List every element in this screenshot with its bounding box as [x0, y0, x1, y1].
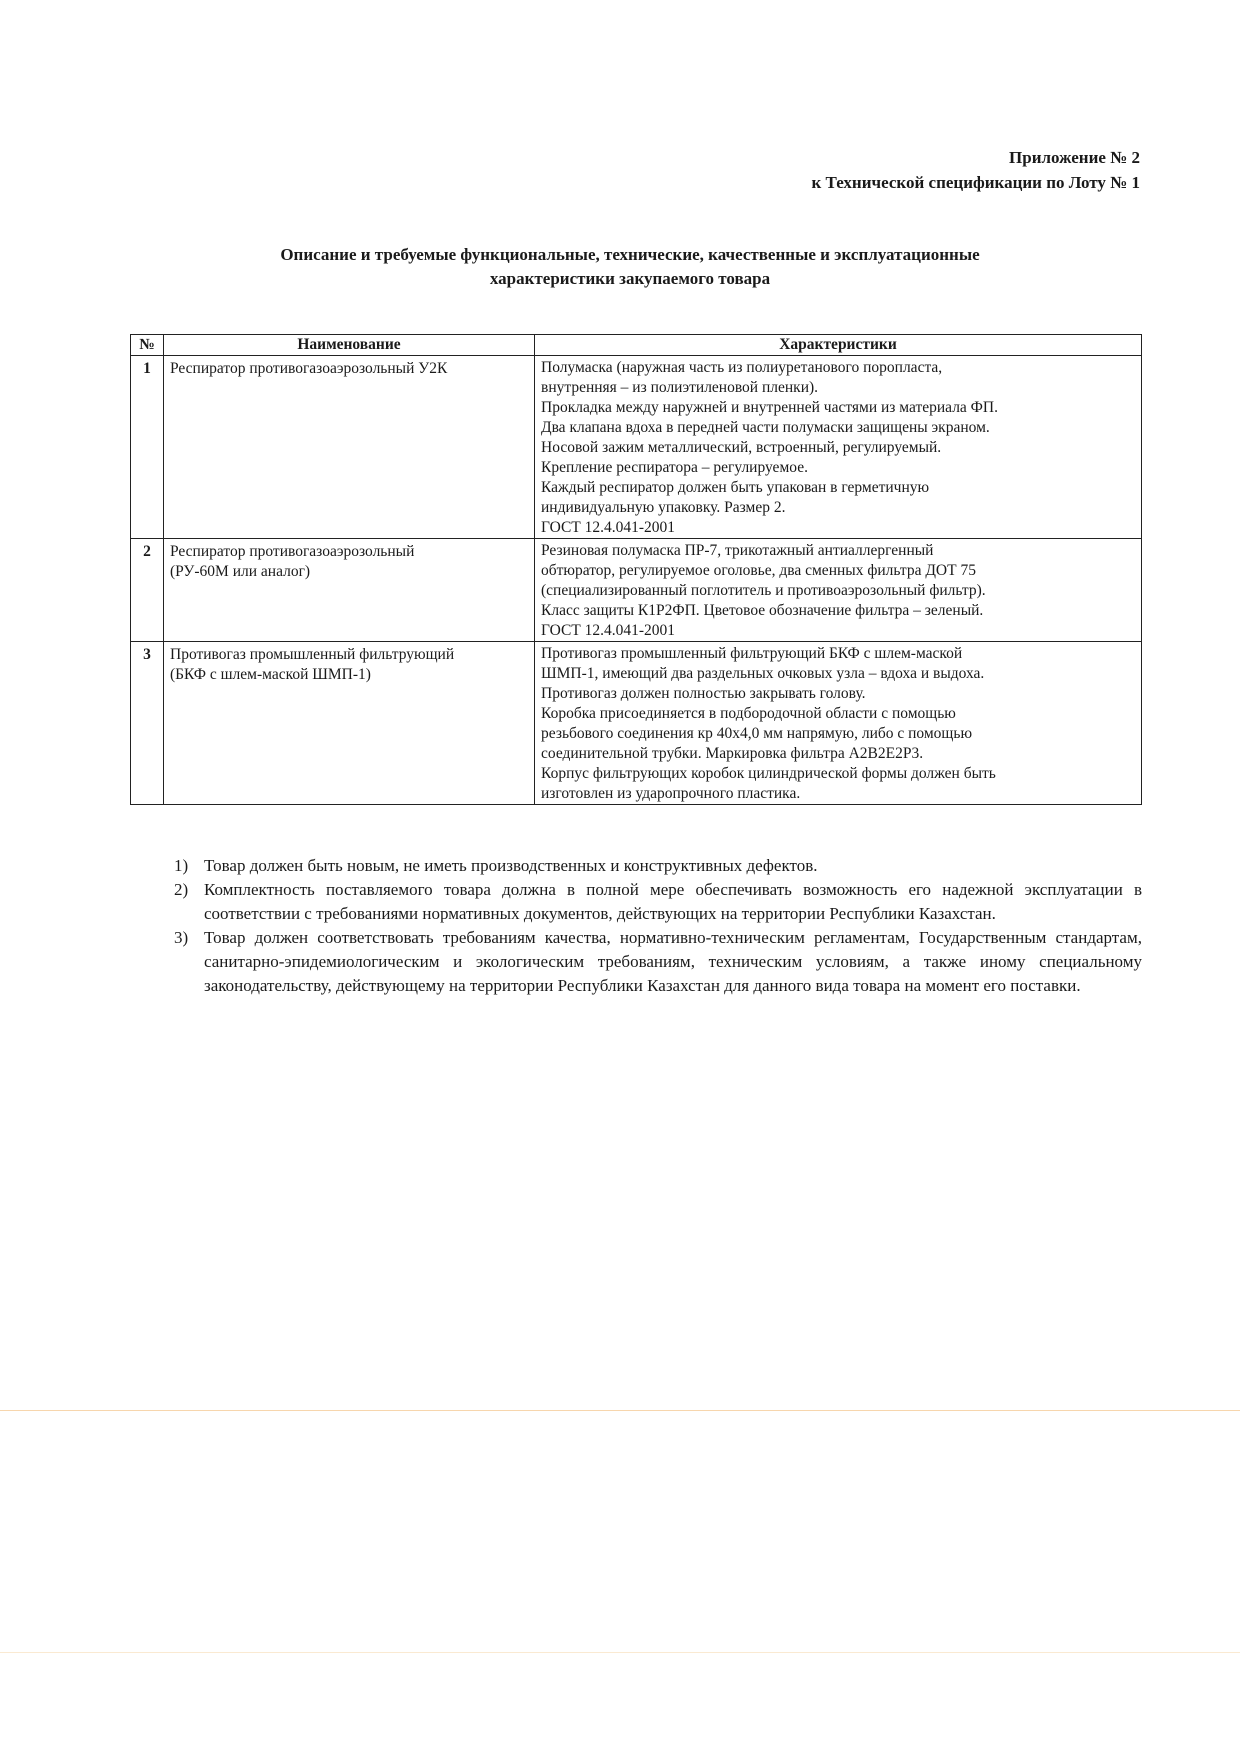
row-name	[164, 642, 535, 805]
char-line: Противогаз должен полностью закрывать голову.	[541, 685, 866, 702]
name-line: Респиратор противогазоаэрозольный У2К	[170, 360, 448, 377]
list-marker: 3)	[174, 928, 189, 947]
char-line: (специализированный поглотитель и противоаэрозольный фильтр).	[541, 582, 986, 599]
table-row	[131, 642, 1142, 805]
char-line: резьбового соединения кр 40х4,0 мм напрямую, либо с помощью	[541, 725, 973, 742]
list-item-text: Товар должен соответствовать требованиям качества, нормативно-техническим регламентам, Государственным стандартам, санитарно-эпидемиологическим и экологическим требованиям, техническим условиям, а также иному специальному законодательству, действующему на территории Республики Казахстан для данного вида товара на момент его поставки.	[204, 928, 1142, 995]
header-number: №	[131, 335, 164, 356]
list-item	[174, 878, 1142, 926]
name-line: Респиратор противогазоаэрозольный	[170, 543, 415, 560]
char-line: Резиновая полумаска ПР-7, трикотажный антиаллергенный	[541, 542, 934, 559]
list-marker: 1)	[174, 856, 189, 875]
char-line: Каждый респиратор должен быть упакован в герметичную	[541, 479, 930, 496]
list-item	[174, 854, 1142, 878]
char-line: индивидуальную упаковку. Размер 2.	[541, 499, 786, 516]
row-number: 1	[131, 356, 164, 539]
char-line: Корпус фильтрующих коробок цилиндрической формы должен быть	[541, 765, 996, 782]
table-header-row	[131, 335, 1142, 356]
scan-artifact-line	[0, 1652, 1240, 1653]
row-number: 2	[131, 539, 164, 642]
scan-artifact-line	[0, 1410, 1240, 1411]
char-line: Крепление респиратора – регулируемое.	[541, 459, 808, 476]
table-row	[131, 539, 1142, 642]
char-line: ГОСТ 12.4.041-2001	[541, 519, 676, 536]
requirements-list	[174, 854, 1142, 998]
header-characteristics: Характеристики	[535, 335, 1142, 356]
title-line-2: характеристики закупаемого товара	[489, 269, 771, 288]
list-item	[174, 926, 1142, 998]
annex-number: Приложение № 2	[1009, 148, 1140, 167]
char-line: Коробка присоединяется в подбородочной области с помощью	[541, 705, 956, 722]
char-line: Прокладка между наружней и внутренней частями из материала ФП.	[541, 399, 998, 416]
header-name: Наименование	[164, 335, 535, 356]
row-characteristics	[535, 356, 1142, 539]
char-line: ШМП-1, имеющий два раздельных очковых узла – вдоха и выдоха.	[541, 665, 985, 682]
annex-header	[811, 145, 1140, 195]
list-item-text: Товар должен быть новым, не иметь производственных и конструктивных дефектов.	[204, 856, 818, 875]
char-line: изготовлен из ударопрочного пластика.	[541, 785, 801, 802]
row-name	[164, 356, 535, 539]
row-number: 3	[131, 642, 164, 805]
char-line: внутренняя – из полиэтиленовой пленки).	[541, 379, 819, 396]
name-line: Противогаз промышленный фильтрующий	[170, 646, 455, 663]
row-characteristics	[535, 539, 1142, 642]
char-line: соединительной трубки. Маркировка фильтра А2В2Е2Р3.	[541, 745, 924, 762]
name-line: (РУ-60М или аналог)	[170, 563, 311, 580]
list-marker: 2)	[174, 880, 189, 899]
char-line: Противогаз промышленный фильтрующий БКФ с шлем-маской	[541, 645, 963, 662]
specification-table	[130, 334, 1142, 805]
name-line: (БКФ с шлем-маской ШМП-1)	[170, 666, 371, 683]
row-characteristics	[535, 642, 1142, 805]
title-line-1: Описание и требуемые функциональные, технические, качественные и эксплуатационные	[280, 245, 980, 264]
table-row	[131, 356, 1142, 539]
char-line: Носовой зажим металлический, встроенный, регулируемый.	[541, 439, 942, 456]
list-item-text: Комплектность поставляемого товара должна в полной мере обеспечивать возможность его надежной эксплуатации в соответствии с требованиями нормативных документов, действующих на территории Республики Казахстан.	[204, 880, 1142, 923]
char-line: ГОСТ 12.4.041-2001	[541, 622, 676, 639]
annex-reference: к Технической спецификации по Лоту № 1	[811, 173, 1140, 192]
row-name	[164, 539, 535, 642]
char-line: Класс защиты К1Р2ФП. Цветовое обозначение фильтра – зеленый.	[541, 602, 984, 619]
char-line: Полумаска (наружная часть из полиуретанового поропласта,	[541, 359, 943, 376]
document-title	[160, 243, 1100, 291]
char-line: обтюратор, регулируемое оголовье, два сменных фильтра ДОТ 75	[541, 562, 976, 579]
char-line: Два клапана вдоха в передней части полумаски защищены экраном.	[541, 419, 990, 436]
